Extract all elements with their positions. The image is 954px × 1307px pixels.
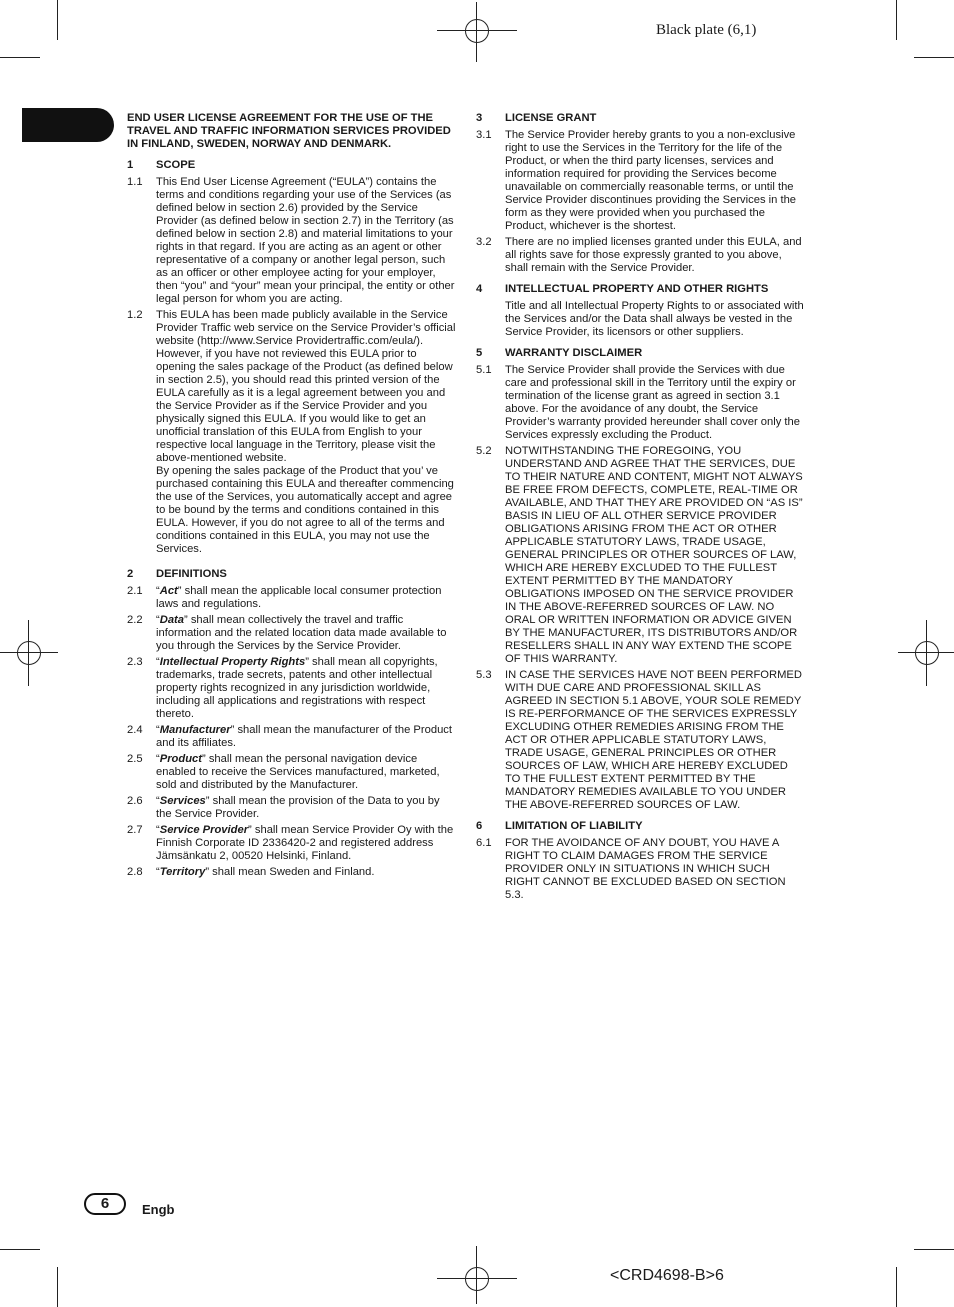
section-title: LICENSE GRANT [505,112,597,124]
clause-number: 2.4 [127,724,143,736]
clause-number: 3.1 [476,129,492,141]
crop-mark [0,57,40,58]
crop-mark [914,1249,954,1250]
defined-term: Data [159,614,184,626]
defined-term: Act [159,585,178,597]
section-title: WARRANTY DISCLAIMER [505,347,643,359]
section-heading [127,568,457,581]
clause-number: 1.1 [127,176,143,188]
definition-text: ” shall mean the manufacturer of the Product and its affiliates. [156,724,452,749]
definition [127,824,457,863]
clause-text: The Service Provider shall provide the Services with due care and professional skill in the Territory until the expiry or termination of the license grant as agreed in section 3.1 above. For the avoidance of any doubt, the Service Provider’s warranty provided hereunder shall cover only the Services expressly excluding the Product. [505,364,800,441]
clause [127,176,457,306]
section-heading [476,347,806,360]
definition [127,656,457,721]
clause [476,445,806,666]
definition-text: ” shall mean the applicable local consumer protection laws and regulations. [156,585,442,610]
section-paragraph: Title and all Intellectual Property Rights to or associated with the Services and/or the Data shall always be vested in the Service Provider, its licensors or other suppliers. [505,300,804,338]
section-number: 5 [476,347,483,359]
clause-number: 5.1 [476,364,492,376]
clause [476,837,806,902]
open-quote: “ [156,753,160,765]
clause-number: 5.3 [476,669,492,681]
crop-mark [896,0,897,40]
right-column [476,112,806,905]
definition [127,724,457,750]
open-quote: “ [156,656,160,668]
defined-term: Manufacturer [159,724,231,736]
definition-text: ” shall mean collectively the travel and traffic information and the related location data made available to you through the Services by the Service Provider. [156,614,447,652]
definition-text: ” shall mean all copyrights, trademarks, trade secrets, patents and other intellectual property rights recognized in any jurisdiction worldwide, including all applications and registrations with respect thereto. [156,656,438,720]
definition [127,866,457,879]
clause-number: 2.5 [127,753,143,765]
clause-number: 2.3 [127,656,143,668]
clause-number: 2.2 [127,614,143,626]
defined-term: Service Provider [159,824,249,836]
clause-number: 1.2 [127,309,143,321]
definition [127,753,457,792]
definition-text: ” shall mean Service Provider Oy with the Finnish Corporate ID 2336420-2 and registered address Jämsänkatu 2, 00520 Helsinki, Finland. [156,824,454,862]
open-quote: “ [156,795,160,807]
defined-term: Services [159,795,206,807]
page-number-badge: 6 [84,1193,126,1215]
open-quote: “ [156,585,160,597]
document-title: END USER LICENSE AGREEMENT FOR THE USE OF THE TRAVEL AND TRAFFIC INFORMATION SERVICES PROVIDED IN FINLAND, SWEDEN, NORWAY AND DENMARK. [127,112,451,150]
clause-text: IN CASE THE SERVICES HAVE NOT BEEN PERFORMED WITH DUE CARE AND PROFESSIONAL SKILL AS AGREED IN SECTION 5.1 ABOVE, YOUR SOLE REMEDY IS RE-PERFORMANCE OF THE SERVICES EXPRESSLY EXCLUDING OTHER REMEDIES ARISING FROM THE ACT OR OTHER APPLICABLE STATUTORY LAWS, TRADE USAGE, GENERAL PRINCIPLES OR OTHER SOURCES OF LAW, WHICH ARE HEREBY EXCLUDED TO THE FULLEST EXTENT PERMITTED BY THE MANDATORY REMEDIES AVAILABLE TO YOU UNDER THE ABOVE-REFERRED SOURCES OF LAW. [505,669,802,811]
section-number: 2 [127,568,134,580]
registration-mark-icon [462,1264,492,1294]
registration-mark-icon [14,638,44,668]
defined-term: Territory [159,866,206,878]
section-title: SCOPE [156,159,196,171]
open-quote: “ [156,866,160,878]
section-title: DEFINITIONS [156,568,227,580]
section-number: 3 [476,112,483,124]
open-quote: “ [156,614,160,626]
clause-number: 2.8 [127,866,143,878]
crop-mark [0,1249,40,1250]
section-heading [476,283,806,296]
crop-mark [914,57,954,58]
defined-term: Intellectual Property Rights [159,656,306,668]
left-column [127,112,457,882]
crop-mark [57,1267,58,1307]
clause-number: 3.2 [476,236,492,248]
section-heading [127,159,457,172]
language-code: Engb [142,1202,175,1217]
clause [127,309,457,465]
definition [127,795,457,821]
crop-mark [896,1267,897,1307]
clause-text: FOR THE AVOIDANCE OF ANY DOUBT, YOU HAVE A RIGHT TO CLAIM DAMAGES FROM THE SERVICE PROVIDER ONLY IN SITUATIONS IN WHICH SUCH RIGHT CANNOT BE EXCLUDED BASED ON SECTION 5.3. [505,837,786,901]
clause [476,364,806,442]
clause [476,129,806,233]
open-quote: “ [156,824,160,836]
chapter-tab [22,108,114,142]
plate-label: Black plate (6,1) [656,22,757,38]
clause-text-continued: By opening the sales package of the Product that you’ ve purchased containing this EULA and thereafter commencing the use of the Services, you automatically accept and agree to be bound by the terms and conditions contained in this EULA. However, if you do not agree to all of the terms and conditions contained in this EULA, you may not use the Services. [156,465,454,555]
clause-text: There are no implied licenses granted under this EULA, and all rights save for those expressly granted to you above, shall remain with the Service Provider. [505,236,802,274]
crop-mark [57,0,58,40]
section-title: LIMITATION OF LIABILITY [505,820,643,832]
clause-number: 2.6 [127,795,143,807]
clause-number: 5.2 [476,445,492,457]
clause-text: This End User License Agreement (“EULA”) contains the terms and conditions regarding your use of the Services (as defined below in section 2.6) provided by the Service Provider (as defined below in section 2.7) in the Territory (as defined below in section 2.8) and material limitations to your rights in that regard. If you are acting as an agent or other representative of a company or another legal person, such as an officer or other employee acting for your employer, then “you” and “your” mean your principal, the entity or other legal person for whom you are acting. [156,176,455,305]
clause [476,236,806,275]
clause-number: 2.1 [127,585,143,597]
clause-text: This EULA has been made publicly available in the Service Provider Traffic web service on the Service Provider’s official website (http://www.Service Providertraffic.com/eula/). However, if you have not reviewed this EULA prior to opening the sales package of the Product (as defined below in section 2.5), you should read this printed version of the EULA carefully as it is a legal agreement between you and the Service Provider as if the Service Provider and you physically signed this EULA. If you would like to get an unofficial translation of this EULA from English to your respective local language in the Territory, please visit the above-mentioned website. [156,309,456,464]
section-title: INTELLECTUAL PROPERTY AND OTHER RIGHTS [505,283,769,295]
clause-text: NOTWITHSTANDING THE FOREGOING, YOU UNDERSTAND AND AGREE THAT THE SERVICES, DUE TO THEIR NATURE AND CONTENT, MIGHT NOT ALWAYS BE FREE FROM DEFECTS, COMPLETE, REAL-TIME OR AVAILABLE, AND THAT THEY ARE PROVIDED ON “AS IS” BASIS IN LIEU OF ALL OTHER SERVICE PROVIDER OBLIGATIONS ARISING FROM THE ACT OR OTHER APPLICABLE STATUTORY LAWS, TRADE USAGE, GENERAL PRINCIPLES OR OTHER SOURCES OF LAW, WHICH ARE HEREBY EXCLUDED TO THE FULLEST EXTENT PERMITTED BY THE MANDATORY OBLIGATIONS IMPOSED ON THE SERVICE PROVIDER IN THE ABOVE-REFERRED SOURCES OF LAW. NO ORAL OR WRITTEN INFORMATION OR ADVICE GIVEN BY THE MANUFACTURER, ITS DISTRIBUTORS AND/OR RESELLERS SHALL IN ANY WAY EXTEND THE SCOPE OF THIS WARRANTY. [505,445,803,665]
document-code: <CRD4698-B>6 [610,1267,724,1284]
definition-text: ” shall mean Sweden and Finland. [205,866,375,878]
section-number: 1 [127,159,134,171]
registration-mark-icon [912,638,942,668]
section-number: 6 [476,820,483,832]
clause-number: 6.1 [476,837,492,849]
definition [127,585,457,611]
definition-text: ” shall mean the provision of the Data to you by the Service Provider. [156,795,440,820]
section-number: 4 [476,283,483,295]
clause-number: 2.7 [127,824,143,836]
clause-text: The Service Provider hereby grants to you a non-exclusive right to use the Services in the Territory for the life of the Product, or when the third party licenses, services and information required for providing the Services become unavailable on commercially reasonable terms, or until the Service Provider discontinues providing the Services in the form as they were provided when you purchased the Product, whichever is the shortest. [505,129,797,232]
registration-mark-icon [462,16,492,46]
definition [127,614,457,653]
clause [476,669,806,812]
section-heading [476,820,806,833]
defined-term: Product [159,753,202,765]
open-quote: “ [156,724,160,736]
definition-text: ” shall mean the personal navigation device enabled to receive the Services manufactured, marketed, sold and distributed by the Manufacturer. [156,753,440,791]
section-heading [476,112,806,125]
